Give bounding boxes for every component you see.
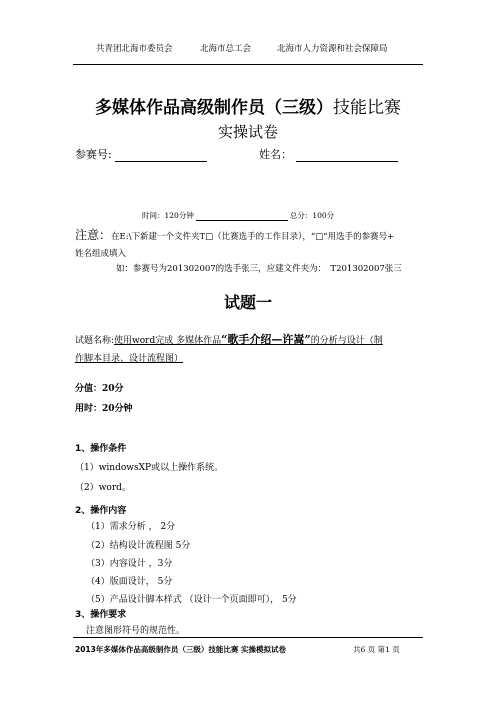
total-score: 总分：100分	[289, 211, 335, 220]
content-item: （2）结构设计流程图 5分	[86, 541, 191, 551]
question-song: “歌手介绍—许嵩”	[221, 333, 311, 346]
footer-title: 2013年多媒体作品高级制作员（三级）技能比赛 实操模拟试卷	[75, 645, 286, 654]
footer-page-number: 共6 页 第1 页	[353, 645, 400, 654]
content-item: （4）版面设计， 5分	[86, 577, 173, 587]
question-name-pre: 使用word完成 多媒体作品	[114, 336, 222, 346]
name-field	[259, 146, 398, 162]
question-name-post: 的分析与设计（制	[310, 336, 383, 346]
name-label: 姓名：	[259, 148, 292, 161]
name-blank	[296, 150, 398, 162]
note-text-1: 在E:\下新建一个文件夹T□（比赛选手的工作目录），“□”用选手的参赛号+	[111, 232, 395, 242]
title-rest: 技能比赛	[333, 98, 401, 118]
content-title: 2、操作内容	[75, 506, 127, 516]
question-name-line-1	[75, 331, 383, 347]
document-title	[0, 93, 496, 118]
content-item: （3）内容设计 ，3分	[86, 559, 173, 569]
header-org-youth-league: 共青团北海市委员会	[96, 44, 173, 54]
time-score-line	[142, 210, 334, 221]
condition-item: （2）word。	[75, 483, 131, 493]
question-time: 用时：20分钟	[75, 404, 133, 414]
footer-divider	[73, 637, 423, 638]
entry-number-label: 参赛号:	[75, 148, 112, 161]
question-name-line-2: 作脚本目录、设计流程图）	[75, 354, 184, 364]
entry-number-blank	[115, 150, 207, 162]
header-org-trade-union: 北海市总工会	[200, 44, 252, 54]
question-name-label: 试题名称:	[75, 336, 115, 346]
header-org-hr-bureau: 北海市人力资源和社会保障局	[277, 44, 388, 54]
section-title: 试题一	[223, 293, 272, 312]
conditions-title: 1、操作条件	[75, 444, 127, 454]
note-example: 如：参赛号为201302007的选手张三，应建文件夹为： T201302007张三	[116, 264, 402, 274]
note-lead: 注意：	[75, 228, 112, 242]
time-limit: 时间：120分钟	[142, 211, 194, 220]
title-bold-part: 多媒体作品高级制作员（三级）	[95, 98, 333, 118]
document-subtitle: 实操试卷	[217, 123, 278, 141]
page-header	[0, 42, 496, 58]
question-score: 分值：20分	[75, 384, 124, 394]
entry-number-field	[75, 146, 207, 162]
time-score-gap	[196, 212, 288, 221]
note-line-1	[75, 226, 394, 243]
header-divider	[73, 64, 423, 65]
content-item: （1）需求分析 ， 2分	[86, 522, 176, 532]
content-item: （5）产品设计脚本样式 （设计一个页面即可）， 5分	[86, 595, 297, 605]
note-line-2: 姓名组成填入	[75, 249, 127, 259]
requirements-title: 3、操作要求	[75, 610, 127, 620]
requirement-item: 注意图形符号的规范性。	[86, 626, 186, 636]
condition-item: （1）windowsXP或以上操作系统。	[75, 463, 224, 473]
